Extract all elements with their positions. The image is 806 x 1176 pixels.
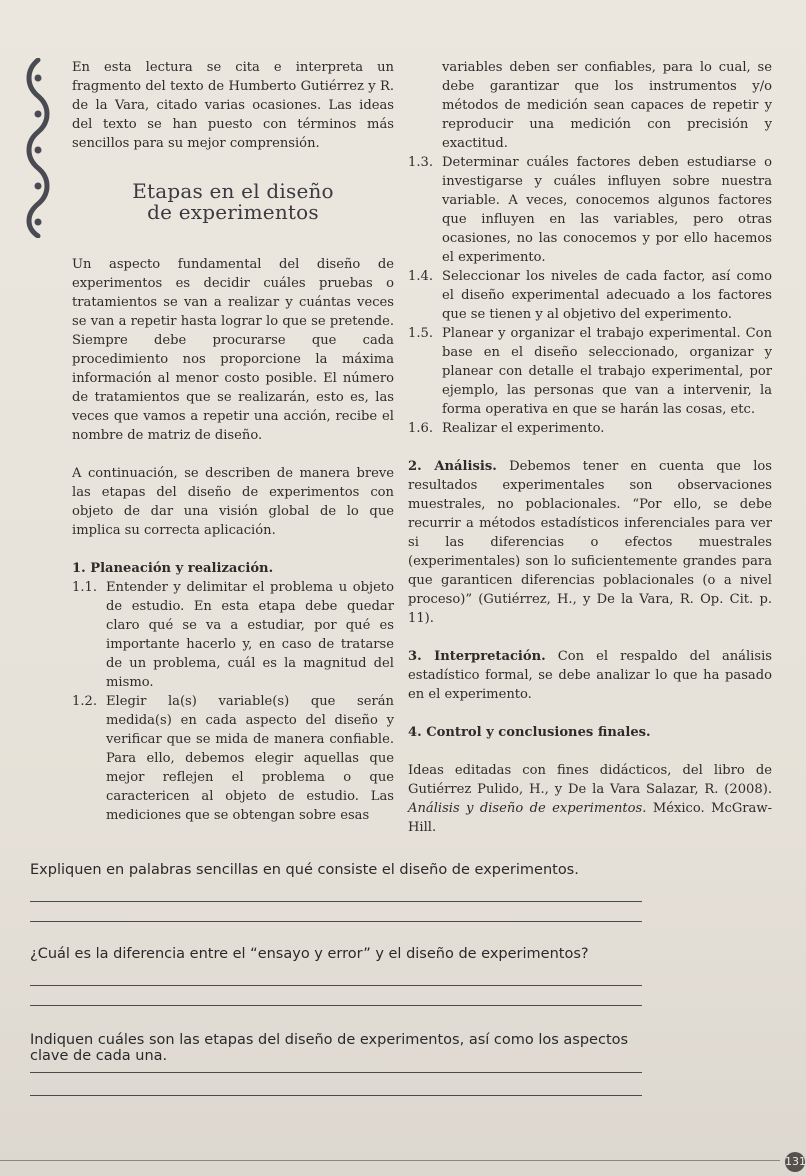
item-text: Seleccionar los niveles de cada factor, así como el diseño experimental adecuado a los factores que se tienen y al objetivo del experimento. bbox=[442, 269, 772, 322]
book-title: Análisis y diseño de experimentos. bbox=[408, 801, 647, 816]
credits: Ideas editadas con fines didácticos, del libro de Gutiérrez Pulido, H., y De la Vara Salazar, R. (2008). Análisis y diseño de experimentos. México. McGraw- Hill. bbox=[408, 763, 772, 835]
stage-4-paragraph bbox=[408, 723, 772, 742]
item-text: Entender y delimitar el problema u objeto de estudio. En esta etapa debe quedar claro qué se va a estudiar, por qué es importante hacerlo y, en caso de tratarse de un problema, cuál es la magnitud del mismo. bbox=[106, 580, 394, 690]
item-text: Elegir la(s) variable(s) que serán medida(s) en cada aspecto del diseño y verificar que se mida de manera confiable. Para ello, debemos elegir aquellas que mejor reflejen el problema o que caractericen al objeto de estudio. Las mediciones que se obtengan sobre esas bbox=[106, 694, 394, 823]
item-number: 1.5. bbox=[408, 326, 433, 341]
item-number: 1.2. bbox=[72, 694, 97, 709]
item-number: 1.6. bbox=[408, 421, 433, 436]
stage-2-text: Debemos tener en cuenta que los resultados experimentales son observaciones muestrales, no poblacionales. “Por ello, se debe recurrir a métodos estadísticos inferenciales para ver si las diferencias o efectos muestrales (experimentales) son lo suficientemente grandes para que garanticen diferencias poblacionales (o a nivel proceso)” (Gutiérrez, H., y De la Vara, R. Op. Cit. p. 11). bbox=[408, 459, 772, 626]
list-item bbox=[72, 692, 394, 825]
answer-line[interactable] bbox=[30, 921, 642, 922]
question-2: ¿Cuál es la diferencia entre el “ensayo y error” y el diseño de experimentos? bbox=[30, 946, 589, 962]
paragraph-design-aspect: Un aspecto fundamental del diseño de experimentos es decidir cuáles pruebas o tratamientos se van a realizar y cuántas veces se van a repetir hasta lograr lo que se pretende. Siempre debe procurarse que cada procedimiento nos proporcione la máxima información al menor costo posible. El número de tratamientos que se realizarán, esto es, las veces que vamos a repetir una acción, recibe el nombre de matriz de diseño. bbox=[72, 257, 394, 443]
title-line-2: de experimentos bbox=[147, 200, 319, 224]
stage-3-text: Con el respaldo del análisis estadístico formal, se debe analizar lo que ha pasado en el experimento. bbox=[408, 649, 772, 702]
paragraph-stages-intro: A continuación, se describen de manera breve las etapas del diseño de experimentos con objeto de dar una visión global de lo que implica su correcta aplicación. bbox=[72, 466, 394, 538]
item-number: 1.4. bbox=[408, 269, 433, 284]
spiral-decoration-icon bbox=[22, 58, 54, 238]
item-text: Determinar cuáles factores deben estudiarse o investigarse y cuáles influyen sobre nuestra variable. A veces, conocemos algunos factores que influyen en las variables, pero otras ocasiones, no las conocemos y por ello hacemos el experimento. bbox=[442, 155, 772, 265]
item-text: variables deben ser confiables, para lo cual, se debe garantizar que los instrumentos y/o métodos de medición sean capaces de repetir y reproducir una medición con precisión y exactitud. bbox=[442, 60, 772, 151]
answer-line[interactable] bbox=[30, 985, 642, 986]
left-column bbox=[72, 58, 394, 825]
answer-line[interactable] bbox=[30, 901, 642, 902]
item-text: Planear y organizar el trabajo experimental. Con base en el diseño seleccionado, organizar y planear con detalle el trabajo experimental, por ejemplo, las personas que van a intervenir, la forma operativa en que se harán las cosas, etc. bbox=[442, 326, 772, 417]
answer-line[interactable] bbox=[30, 1072, 642, 1073]
list-item bbox=[408, 153, 772, 267]
footer-divider bbox=[0, 1160, 780, 1161]
stage-1-heading: 1. Planeación y realización. bbox=[72, 561, 274, 576]
section-title bbox=[72, 181, 394, 223]
stage-4-heading: 4. Control y conclusiones finales. bbox=[408, 725, 651, 740]
answer-line[interactable] bbox=[30, 1095, 642, 1096]
stage-3-heading: 3. Interpretación. bbox=[408, 649, 546, 664]
stage-3-paragraph bbox=[408, 647, 772, 704]
stage-2-paragraph bbox=[408, 457, 772, 628]
answer-line[interactable] bbox=[30, 1005, 642, 1006]
list-item bbox=[408, 324, 772, 419]
item-text: Realizar el experimento. bbox=[442, 421, 605, 436]
list-item bbox=[408, 267, 772, 324]
right-column bbox=[408, 58, 772, 837]
page-number-badge: 131 bbox=[785, 1152, 805, 1172]
intro-paragraph: En esta lectura se cita e interpreta un fragmento del texto de Humberto Gutiérrez y R. de la Vara, citado varias ocasiones. Las ideas del texto se han puesto con términos más sencillos para su mejor comprensión. bbox=[72, 60, 394, 151]
list-item bbox=[72, 578, 394, 692]
list-item-continued bbox=[408, 58, 772, 153]
item-number: 1.1. bbox=[72, 580, 97, 595]
stage-2-heading: 2. Análisis. bbox=[408, 459, 497, 474]
title-line-1: Etapas en el diseño bbox=[132, 179, 334, 203]
question-3: Indiquen cuáles son las etapas del diseño de experimentos, así como los aspectos clave de cada una. bbox=[30, 1032, 629, 1064]
question-1: Expliquen en palabras sencillas en qué consiste el diseño de experimentos. bbox=[30, 862, 579, 878]
item-number: 1.3. bbox=[408, 155, 433, 170]
list-item bbox=[408, 419, 772, 438]
